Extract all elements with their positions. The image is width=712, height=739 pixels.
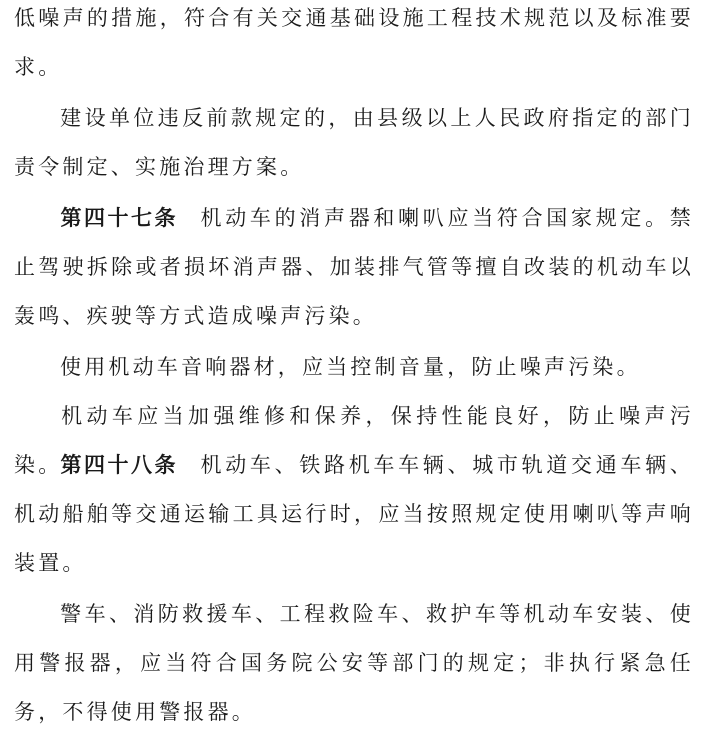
paragraph-text: 机动车、铁路机车车辆、城市轨道交通车辆、机动船舶等交通运输工具运行时，应当按照规定使用喇叭等声响装置。 bbox=[14, 453, 694, 575]
paragraph-text: 使用机动车音响器材，应当控制音量，防止噪声污染。 bbox=[60, 355, 641, 379]
paragraph-text: 机动车的消声器和喇叭应当符合国家规定。禁止驾驶拆除或者损坏消声器、加装排气管等擅自改装的机动车以轰鸣、疾驶等方式造成噪声污染。 bbox=[14, 206, 694, 328]
article-47-paragraph bbox=[14, 194, 694, 341]
paragraph-continuation bbox=[14, 0, 694, 92]
article-48-paragraph bbox=[14, 441, 694, 588]
paragraph-text: 机动车应当加强维修和保养，保持性能良好，防止噪声污染。 bbox=[14, 404, 694, 477]
paragraph bbox=[14, 94, 694, 192]
paragraph bbox=[14, 590, 694, 737]
article-number: 第四十八条 bbox=[60, 453, 178, 477]
paragraph-text: 警车、消防救援车、工程救险车、救护车等机动车安装、使用警报器，应当符合国务院公安等部门的规定；非执行紧急任务，不得使用警报器。 bbox=[14, 602, 694, 724]
paragraph-text: 建设单位违反前款规定的，由县级以上人民政府指定的部门责令制定、实施治理方案。 bbox=[14, 106, 694, 179]
paragraph bbox=[14, 343, 694, 392]
article-number: 第四十七条 bbox=[60, 206, 178, 230]
paragraph-text: 低噪声的措施，符合有关交通基础设施工程技术规范以及标准要求。 bbox=[14, 6, 694, 79]
